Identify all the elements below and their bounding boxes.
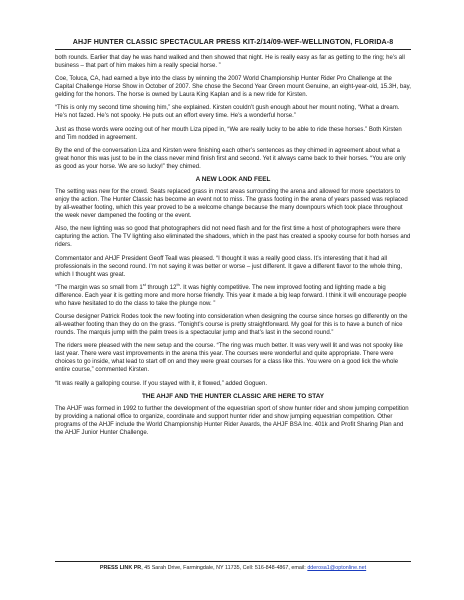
paragraph: “This is only my second time showing him,” she explained. Kirsten couldn’t gush enough about her mount noting, “What a dream. He’s not fazed. He’s not spooky. He puts out an effort every time. He’s a wonderful horse.” [55,105,400,120]
section-heading-new-look: A NEW LOOK AND FEEL [195,176,271,184]
quote-text: through 12 [145,284,177,291]
footer-brand: PRESS LINK PR [99,565,142,571]
article-body [55,54,411,442]
paragraph: Course designer Patrick Rodes took the new footing into consideration when designing the course since horses go differently on the all-weather footing than they do on the grass. “Tonight’s course is pretty straightforward. My goal for this is to have a bunch of nice rounds. The marquis jump with the palm trees is a spectacular jump and that’s last in the second round.” [55,314,408,337]
section-heading-here-to-stay: THE AHJF AND THE HUNTER CLASSIC ARE HERE TO STAY [141,392,325,400]
quote-text: “The margin was so small from 1 [55,284,143,291]
paragraph: Commentator and AHJF President Geoff Teall was pleased. “I thought it was a really good class. It’s interesting that it had all professionals in the second round. I’m not saying it was better or worse – just different. It gave a different flavor to the whole thing, which I thought was great. [55,255,402,278]
paragraph: Coe, Toluca, CA, had earned a bye into the class by winning the 2007 World Championship Hunter Rider Pro Challenge at the Capital Challenge Horse Show in October of 2007. She chose the Second Year Green mount Genuine, an eight-year-old, 15.3H, bay, gelding for the honors. The horse is owned by Laura King Kaplan and is a new ride for Kirsten. [55,76,411,99]
paragraph: The riders were pleased with the new setup and the course. “The ring was much better. It was very well lit and was not spooky like last year. There were vast improvements in the arena this year. The courses were wonderful and quite appropriate. There were choices to go inside, what lead to start off on and they were great courses for a class like this. You were on a good lick the whole entire course,” commented Kirsten. [55,343,403,374]
footer-address: , 45 Sarah Drive, Farmingdale, NY 11735, Cell: 516-848-4867, email: [141,565,308,571]
page-footer [55,561,411,571]
margin-quote-paragraph [55,281,411,308]
ordinal-suffix: th [176,281,180,287]
paragraph: The AHJF was formed in 1992 to further the development of the equestrian sport of show hunter rider and show jumping competition by providing a national office to organize, coordinate and support hunter rider and show jumping equestrian competition. Other programs of the AHJF include the World Championship Hunter Rider Awards, the AHJF BSA Inc. 401k and Profit Sharing Plan and the AHJF Junior Hunter Challenge. [55,405,409,436]
paragraph: both rounds. Earlier that day he was hand walked and then showed that night. He is really easy as far as getting to the ring; he’s all business – that part of him makes him a really special horse. ” [55,55,405,70]
footer-email-link[interactable]: dderosa1@optonline.net [307,565,367,571]
quote-text: . It was highly competitive. The new improved footing and lighting made a big difference. Each year it is getting more and more horse friendly. This year it made a big leap forward. I think it will encourage people who have hesitated to do the class to take the plunge now. ” [55,284,407,307]
header-title: AHJF HUNTER CLASSIC SPECTACULAR PRESS KIT-2/14/09-WEF-WELLINGTON, FLORIDA-8 [72,38,394,46]
ordinal-suffix: st [142,281,146,287]
paragraph: Also, the new lighting was so good that photographers did not need flash and for the first time a host of photographers were there capturing the action. The TV lighting also eliminated the shadows, which in the past has created a spooky course for both horses and riders. [55,226,411,249]
paragraph: “It was really a galloping course. If you stayed with it, it flowed,” added Goguen. [55,380,268,387]
paragraph: Just as those words were oozing out of her mouth Liza piped in, “We are really lucky to be able to ride these horses.” Both Kirsten and Tim nodded in agreement. [55,126,402,141]
page-header [55,38,411,50]
paragraph: The setting was new for the crowd. Seats replaced grass in most areas surrounding the arena and allowed for more spectators to enjoy the action. The Hunter Classic has become an event not to miss. The grass footing in the arena of years passed was replaced by all-weather footing, which this year proved to be a welcome change because the many downpours which took place throughout the week never dampened the footing or the event. [55,189,408,220]
paragraph: By the end of the conversation Liza and Kirsten were finishing each other’s sentences as they chimed in agreement about what a great honor this was just to be in the class never mind finish first and second. Yet it always came back to their horses. “You are only as good as your horse. We are so lucky!” they chimed. [55,147,406,170]
